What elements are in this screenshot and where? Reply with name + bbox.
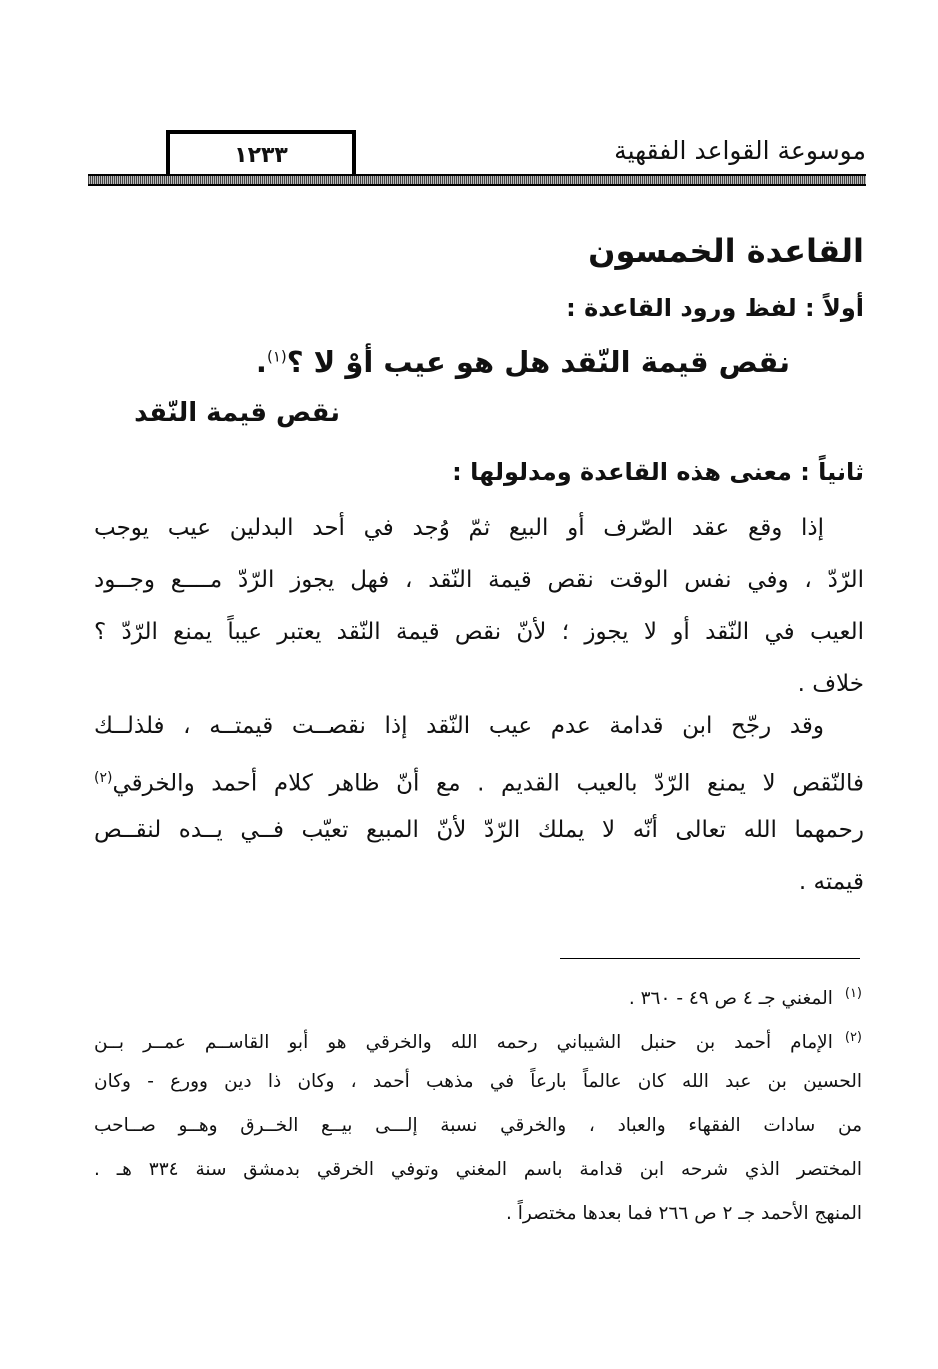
footnote-line: من سادات الفقهاء والعباد ، والخرقي نسبة إلـــى بيــع الخــرق وهــو صــاحب	[94, 1115, 862, 1136]
rule-statement-text: نقص قيمة النّقد هل هو عيب أوْ لا ؟	[286, 345, 790, 379]
rule-short-form: نقص قيمة النّقد	[134, 398, 340, 428]
book-title: موسوعة القواعد الفقهية	[614, 136, 866, 165]
running-header	[88, 130, 866, 190]
footnote-line: المختصر الذي شرحه ابن قدامة باسم المغني وتوفي الخرقي بدمشق سنة ٣٣٤ هـ .	[94, 1159, 862, 1180]
rule-statement-end: .	[255, 345, 267, 379]
rule-statement	[256, 345, 790, 379]
paragraph-line: إذا وقع عقد الصّرف أو البيع ثمّ وُجد في أحد البدلين عيب يوجب	[94, 515, 824, 541]
footnote-2	[94, 1016, 862, 1060]
paragraph-line: خلاف .	[797, 671, 864, 697]
footnote-ref-2: (٢)	[94, 770, 113, 786]
paragraph-line-text: فالنّقص لا يمنع الرّدّ بالعيب القديم . مع أنّ ظاهر كلام أحمد والخرقي	[112, 770, 864, 797]
paragraph-line: وقد رجّح ابن قدامة عدم عيب النّقد إذا نقصــت قيمتــه ، فلذلــك	[94, 713, 824, 739]
paragraph-opinion	[94, 700, 864, 908]
footnote-line: الحسين بن عبد الله كان عالماً بارعاً في مذهب أحمد ، وكان ذا دين وورع - وكان	[94, 1071, 862, 1092]
paragraph-line: العيب في النّقد أو لا يجوز ؛ لأنّ نقص قيمة النّقد يعتبر عيباً يمنع الرّدّ ؟	[94, 619, 864, 645]
paragraph-line: الرّدّ ، وفي نفس الوقت نقص قيمة النّقد ، فهل يجوز الرّدّ مــــع وجــود	[94, 567, 864, 593]
section-two-heading: ثانياً : معنى هذه القاعدة ومدلولها :	[452, 458, 864, 486]
paragraph-line	[94, 752, 864, 804]
footnote-1-text: المغني جـ ٤ ص ٤٩ - ٣٦٠ .	[628, 988, 833, 1010]
paragraph-line: رحمهما الله تعالى أنّه لا يملك الرّدّ لأنّ المبيع تعيّب فــي يــده لنقــص	[94, 817, 864, 843]
footnote-2-mark: (٢)	[844, 1030, 862, 1045]
section-one-heading: أولاً : لفظ ورود القاعدة :	[566, 294, 864, 322]
footnote-1-mark: (١)	[844, 986, 862, 1001]
footnotes	[94, 972, 862, 1236]
footnote-line: المنهج الأحمد جـ ٢ ص ٢٦٦ فما بعدها مختصراً .	[505, 1203, 862, 1224]
page-number: ١٢٣٣	[166, 130, 356, 176]
header-divider	[88, 174, 866, 186]
paragraph-line: قيمته .	[798, 869, 864, 895]
footnote-1	[94, 972, 862, 1016]
footnote-2-text: الإمام أحمد بن حنبل الشيباني رحمه الله والخرقي هو أبو القاســم عمــر بــن	[94, 1032, 833, 1054]
footnote-divider	[560, 958, 860, 959]
rule-heading: القاعدة الخمسون	[588, 232, 864, 270]
paragraph-meaning	[94, 502, 864, 710]
footnote-ref-1: (١)	[266, 347, 287, 366]
